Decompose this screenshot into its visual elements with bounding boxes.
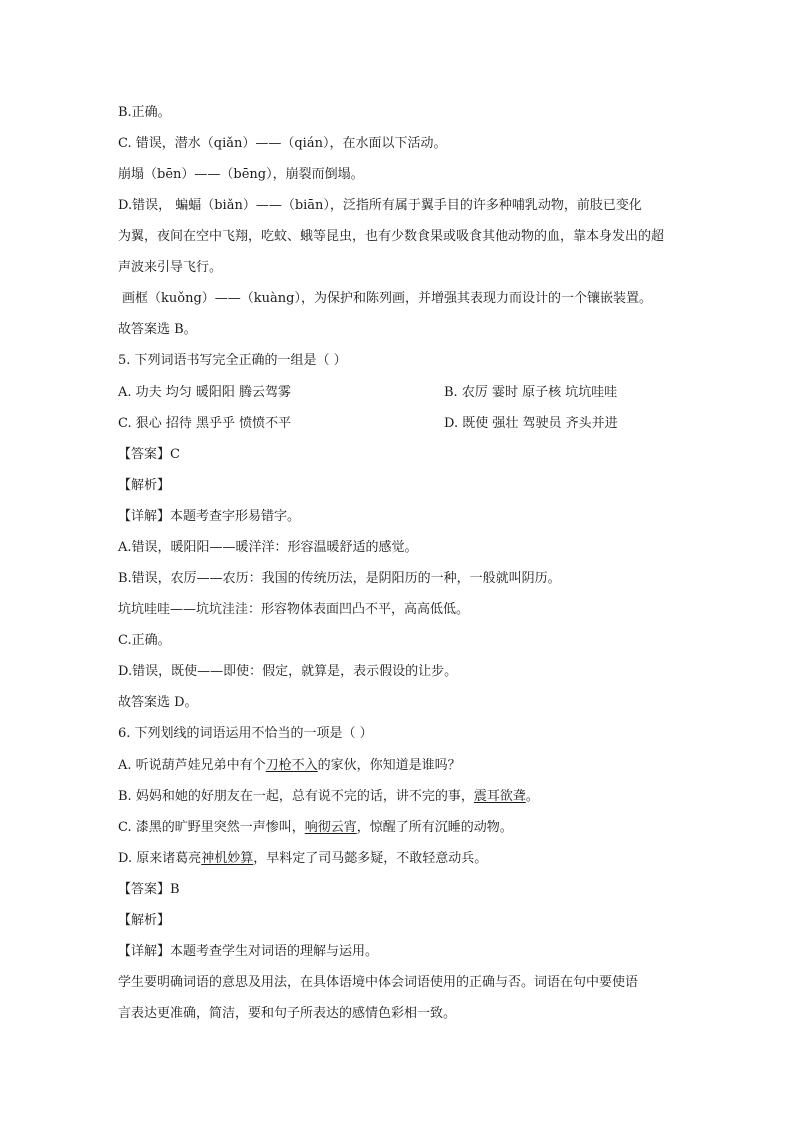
text-line: 画框（kuǒng）——（kuàng），为保护和陈列画，并增强其表现力而设计的一个镶嵌装置。 [122, 291, 652, 306]
option-5d: D. 既使 强壮 驾驶员 齐头并进 [444, 416, 618, 431]
text-line: 为翼，夜间在空中飞翔，吃蚊、蛾等昆虫，也有少数食果或吸食其他动物的血，靠本身发出的超 [118, 229, 665, 244]
text-line: 故答案选 D。 [118, 695, 198, 710]
answer-5: 【答案】C [118, 447, 180, 462]
option-text: A. 听说葫芦娃兄弟中有个 [118, 758, 266, 773]
option-text: C. 漆黑的旷野里突然一声惨叫， [118, 820, 305, 835]
underlined-phrase: 神机妙算 [201, 851, 254, 866]
option-5c: C. 狠心 招待 黑乎乎 愤愤不平 [118, 416, 292, 431]
text-line: B.正确。 [118, 105, 171, 120]
underlined-phrase: 响彻云宵 [304, 820, 357, 835]
detail-5: 【详解】本题考查字形易错字。 [118, 509, 301, 524]
analysis-label-5: 【解析】 [118, 478, 171, 493]
underlined-phrase: 刀枪不入 [265, 758, 318, 773]
option-text: 的家伙，你知道是谁吗？ [317, 758, 461, 773]
question-6: 6. 下列划线的词语运用不恰当的一项是（ ） [118, 726, 373, 741]
option-5a: A. 功夫 均匀 暖阳阳 腾云驾雾 [118, 385, 292, 400]
option-text: B. 妈妈和她的好朋友在一起，总有说不完的话，讲不完的事， [118, 789, 474, 804]
detail-6: 【详解】本题考查学生对词语的理解与运用。 [118, 944, 379, 959]
question-5: 5. 下列词语书写完全正确的一组是（ ） [118, 353, 347, 368]
text-line: 故答案选 B。 [118, 322, 197, 337]
option-6d [118, 850, 678, 868]
text-line: 学生要明确词语的意思及用法，在具体语境中体会词语使用的正确与否。词语在句中要使语 [118, 975, 639, 990]
option-text: D. 原来诸葛亮 [118, 851, 202, 866]
text-line: 崩塌（bēn）——（bēng），崩裂而倒塌。 [118, 167, 364, 182]
text-line: C.正确。 [118, 633, 171, 648]
text-line: 声波来引导飞行。 [118, 260, 223, 275]
text-line: 言表达更准确，简洁，要和句子所表达的感情色彩相一致。 [118, 1006, 457, 1021]
option-6b [118, 788, 678, 806]
option-text: 。 [525, 789, 539, 804]
text-line: A.错误，暖阳阳——暖洋洋：形容温暖舒适的感觉。 [118, 540, 418, 555]
option-6c [118, 819, 678, 837]
option-text: ，早料定了司马懿多疑，不敢轻意动兵。 [253, 851, 488, 866]
option-6a [118, 757, 678, 775]
underlined-phrase: 震耳欲聋 [473, 789, 526, 804]
text-line: 坑坑哇哇——坑坑洼洼：形容物体表面凹凸不平，高高低低。 [118, 602, 470, 617]
text-line: D.错误，既使——即使：假定，就算是，表示假设的让步。 [118, 664, 458, 679]
text-line: B.错误，农厉——农历：我国的传统历法，是阴阳历的一种，一般就叫阴历。 [118, 571, 561, 586]
text-line: C. 错误，潜水（qiǎn）——（qián），在水面以下活动。 [118, 136, 447, 151]
option-text: ，惊醒了所有沉睡的动物。 [356, 820, 513, 835]
analysis-label-6: 【解析】 [118, 913, 171, 928]
option-5b: B. 农厉 霎时 原子核 坑坑哇哇 [444, 385, 618, 400]
answer-6: 【答案】B [118, 882, 180, 897]
text-line: D.错误， 蝙蝠（biǎn）——（biān），泛指所有属于翼手目的许多种哺乳动物，前肢已变化 [118, 198, 642, 213]
